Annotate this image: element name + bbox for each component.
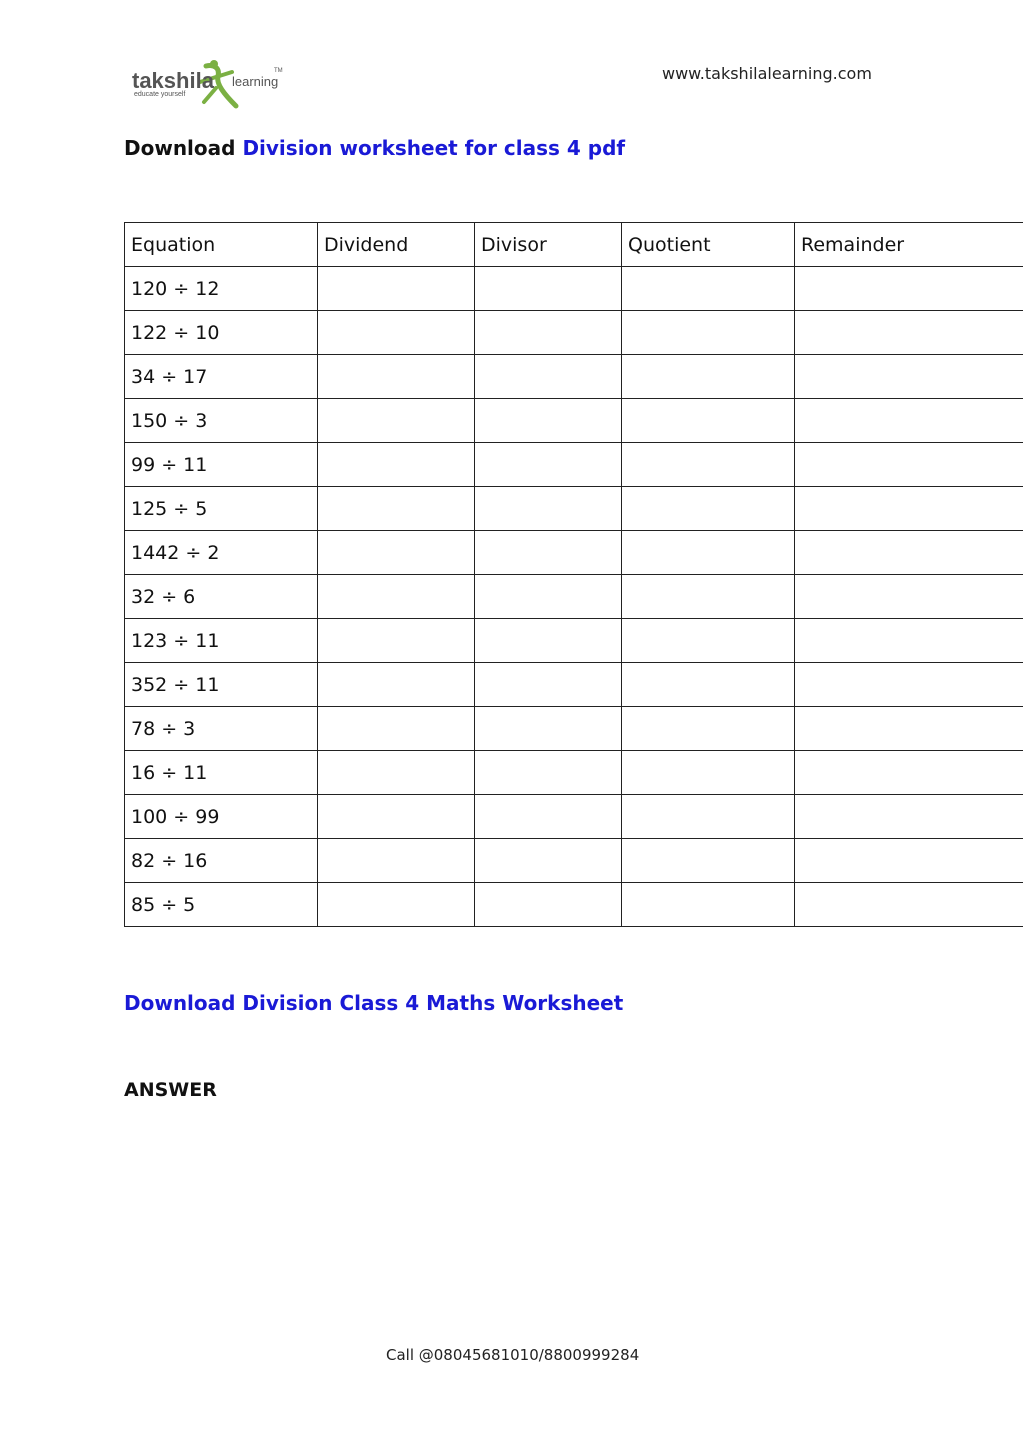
header-dividend: Dividend [318, 223, 475, 267]
remainder-cell[interactable] [795, 443, 1023, 487]
quotient-cell[interactable] [622, 267, 795, 311]
quotient-cell[interactable] [622, 311, 795, 355]
logo-sub: learning [232, 74, 279, 89]
table-row [125, 487, 1023, 531]
divisor-cell[interactable] [475, 883, 622, 927]
quotient-cell[interactable] [622, 355, 795, 399]
equation-cell: 1442 ÷ 2 [125, 531, 318, 575]
dividend-cell[interactable] [318, 795, 475, 839]
remainder-cell[interactable] [795, 619, 1023, 663]
dividend-cell[interactable] [318, 663, 475, 707]
quotient-cell[interactable] [622, 531, 795, 575]
remainder-cell[interactable] [795, 883, 1023, 927]
divisor-cell[interactable] [475, 663, 622, 707]
dividend-cell[interactable] [318, 839, 475, 883]
table-row [125, 707, 1023, 751]
equation-cell: 99 ÷ 11 [125, 443, 318, 487]
quotient-cell[interactable] [622, 751, 795, 795]
remainder-cell[interactable] [795, 531, 1023, 575]
title-link[interactable]: Division worksheet for class 4 pdf [242, 136, 626, 160]
divisor-cell[interactable] [475, 311, 622, 355]
equation-cell: 123 ÷ 11 [125, 619, 318, 663]
divisor-cell[interactable] [475, 751, 622, 795]
equation-cell: 352 ÷ 11 [125, 663, 318, 707]
dividend-cell[interactable] [318, 707, 475, 751]
dividend-cell[interactable] [318, 311, 475, 355]
remainder-cell[interactable] [795, 707, 1023, 751]
table-row [125, 839, 1023, 883]
table-row [125, 399, 1023, 443]
header-equation: Equation [125, 223, 318, 267]
remainder-cell[interactable] [795, 355, 1023, 399]
header-divisor: Divisor [475, 223, 622, 267]
site-url[interactable]: www.takshilalearning.com [662, 64, 872, 83]
divisor-cell[interactable] [475, 795, 622, 839]
table-row [125, 531, 1023, 575]
worksheet-table [124, 222, 1023, 927]
divisor-cell[interactable] [475, 487, 622, 531]
dividend-cell[interactable] [318, 531, 475, 575]
divisor-cell[interactable] [475, 839, 622, 883]
quotient-cell[interactable] [622, 839, 795, 883]
equation-cell: 16 ÷ 11 [125, 751, 318, 795]
quotient-cell[interactable] [622, 399, 795, 443]
header-remainder: Remainder [795, 223, 1023, 267]
divisor-cell[interactable] [475, 267, 622, 311]
table-row [125, 267, 1023, 311]
remainder-cell[interactable] [795, 575, 1023, 619]
divisor-cell[interactable] [475, 355, 622, 399]
equation-cell: 34 ÷ 17 [125, 355, 318, 399]
dividend-cell[interactable] [318, 267, 475, 311]
equation-cell: 120 ÷ 12 [125, 267, 318, 311]
equation-cell: 78 ÷ 3 [125, 707, 318, 751]
remainder-cell[interactable] [795, 795, 1023, 839]
quotient-cell[interactable] [622, 487, 795, 531]
table-row [125, 663, 1023, 707]
table-row [125, 883, 1023, 927]
quotient-cell[interactable] [622, 707, 795, 751]
remainder-cell[interactable] [795, 267, 1023, 311]
remainder-cell[interactable] [795, 311, 1023, 355]
quotient-cell[interactable] [622, 663, 795, 707]
table-row [125, 619, 1023, 663]
answer-heading: ANSWER [124, 1079, 217, 1101]
header-quotient: Quotient [622, 223, 795, 267]
table-row [125, 443, 1023, 487]
equation-cell: 125 ÷ 5 [125, 487, 318, 531]
remainder-cell[interactable] [795, 487, 1023, 531]
divisor-cell[interactable] [475, 619, 622, 663]
dividend-cell[interactable] [318, 399, 475, 443]
logo-tagline: educate yourself [134, 91, 186, 98]
table-row [125, 795, 1023, 839]
dividend-cell[interactable] [318, 575, 475, 619]
equation-cell: 150 ÷ 3 [125, 399, 318, 443]
logo-brand: takshila [132, 68, 214, 93]
logo-tm: TM [274, 68, 283, 74]
equation-cell: 100 ÷ 99 [125, 795, 318, 839]
page-title [124, 136, 625, 160]
equation-cell: 85 ÷ 5 [125, 883, 318, 927]
remainder-cell[interactable] [795, 751, 1023, 795]
remainder-cell[interactable] [795, 663, 1023, 707]
table-row [125, 751, 1023, 795]
remainder-cell[interactable] [795, 399, 1023, 443]
dividend-cell[interactable] [318, 883, 475, 927]
divisor-cell[interactable] [475, 707, 622, 751]
remainder-cell[interactable] [795, 839, 1023, 883]
dividend-cell[interactable] [318, 443, 475, 487]
dividend-cell[interactable] [318, 355, 475, 399]
footer-contact: Call @08045681010/8800999284 [386, 1346, 640, 1364]
table-body [125, 267, 1023, 927]
equation-cell: 32 ÷ 6 [125, 575, 318, 619]
equation-cell: 82 ÷ 16 [125, 839, 318, 883]
dividend-cell[interactable] [318, 487, 475, 531]
quotient-cell[interactable] [622, 883, 795, 927]
title-prefix: Download [124, 136, 243, 160]
quotient-cell[interactable] [622, 619, 795, 663]
takshila-logo [128, 58, 288, 114]
divisor-cell[interactable] [475, 443, 622, 487]
table-row [125, 355, 1023, 399]
quotient-cell[interactable] [622, 443, 795, 487]
table-header-row [125, 223, 1023, 267]
dividend-cell[interactable] [318, 751, 475, 795]
table-row [125, 575, 1023, 619]
logo-graphic [128, 58, 288, 114]
divisor-cell[interactable] [475, 531, 622, 575]
divisor-cell[interactable] [475, 399, 622, 443]
table-row [125, 311, 1023, 355]
divisor-cell[interactable] [475, 575, 622, 619]
quotient-cell[interactable] [622, 575, 795, 619]
equation-cell: 122 ÷ 10 [125, 311, 318, 355]
download-worksheet-link[interactable]: Download Division Class 4 Maths Worksheet [124, 991, 624, 1015]
quotient-cell[interactable] [622, 795, 795, 839]
dividend-cell[interactable] [318, 619, 475, 663]
